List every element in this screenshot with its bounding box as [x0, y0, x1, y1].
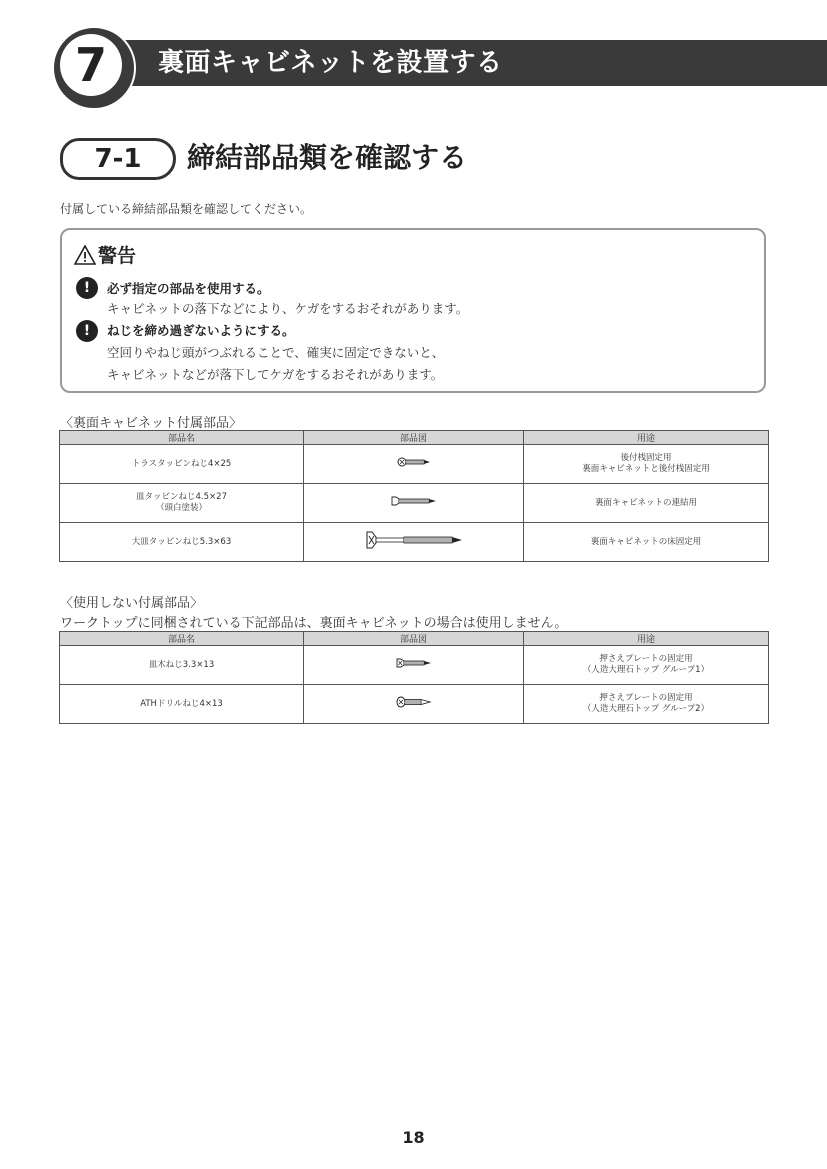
exclamation-icon: ! — [76, 277, 98, 299]
part-figure — [304, 445, 524, 484]
warning-item-2-title: ねじを締め過ぎないようにする。 — [107, 323, 295, 338]
unused-parts-table — [59, 631, 769, 724]
warning-heading — [74, 242, 136, 270]
column-header-name: 部品名 — [60, 431, 304, 445]
included-parts-table — [59, 430, 769, 562]
section-number: 7 — [60, 34, 122, 96]
column-header-name: 部品名 — [60, 632, 304, 646]
subsection-title: 締結部品類を確認する — [187, 141, 468, 174]
part-name: トラスタッピンねじ4×25 — [60, 445, 304, 484]
part-use: 後付桟固定用 裏面キャビネットと後付桟固定用 — [524, 445, 769, 484]
intro-text: 付属している締結部品類を確認してください。 — [60, 202, 313, 216]
page-number: 18 — [402, 1128, 425, 1147]
part-figure — [304, 523, 524, 562]
part-use: 裏面キャビネットの床固定用 — [524, 523, 769, 562]
ath-drill-screw-icon — [396, 696, 432, 708]
part-use: 押さえプレートの固定用 （人造大理石トップ グループ1） — [524, 646, 769, 685]
part-name: ATHドリルねじ4×13 — [60, 685, 304, 724]
part-figure — [304, 685, 524, 724]
part-name: 大皿タッピンねじ5.3×63 — [60, 523, 304, 562]
warning-heading-text: 警告 — [98, 245, 137, 267]
part-figure — [304, 646, 524, 685]
large-flat-tapping-screw-icon — [365, 531, 463, 549]
part-name: 皿タッピンねじ4.5×27 （頭白塗装） — [60, 484, 304, 523]
warning-item-1-title: 必ず指定の部品を使用する。 — [107, 281, 270, 296]
table-row — [60, 484, 769, 523]
column-header-use: 用途 — [524, 632, 769, 646]
table-row — [60, 685, 769, 724]
warning-item-1-text: キャビネットの落下などにより、ケガをするおそれがあります。 — [107, 301, 469, 316]
column-header-figure: 部品図 — [304, 632, 524, 646]
part-use: 押さえプレートの固定用 （人造大理石トップ グループ2） — [524, 685, 769, 724]
warning-triangle-icon — [74, 245, 96, 265]
warning-item-2-text-line-2: キャビネットなどが落下してケガをするおそれがあります。 — [107, 367, 444, 382]
warning-item-2-text-line-1: 空回りやねじ頭がつぶれることで、確実に固定できないと、 — [107, 345, 445, 360]
column-header-use: 用途 — [524, 431, 769, 445]
section-title: 裏面キャビネットを設置する — [158, 48, 503, 78]
table-row — [60, 646, 769, 685]
exclamation-icon: ! — [76, 320, 98, 342]
flat-wood-screw-icon — [396, 658, 432, 668]
flat-tapping-screw-icon — [391, 496, 437, 506]
table1-caption: 〈裏面キャビネット付属部品〉 — [60, 416, 243, 431]
part-use: 裏面キャビネットの連結用 — [524, 484, 769, 523]
part-figure — [304, 484, 524, 523]
table2-caption: 〈使用しない付属部品〉 — [60, 596, 204, 611]
table2-note: ワークトップに同梱されている下記部品は、裏面キャビネットの場合は使用しません。 — [60, 616, 568, 631]
subsection-number: 7-1 — [60, 138, 176, 180]
truss-tapping-screw-icon — [397, 457, 431, 467]
table-row — [60, 523, 769, 562]
column-header-figure: 部品図 — [304, 431, 524, 445]
part-name: 皿木ねじ3.3×13 — [60, 646, 304, 685]
table-row — [60, 445, 769, 484]
